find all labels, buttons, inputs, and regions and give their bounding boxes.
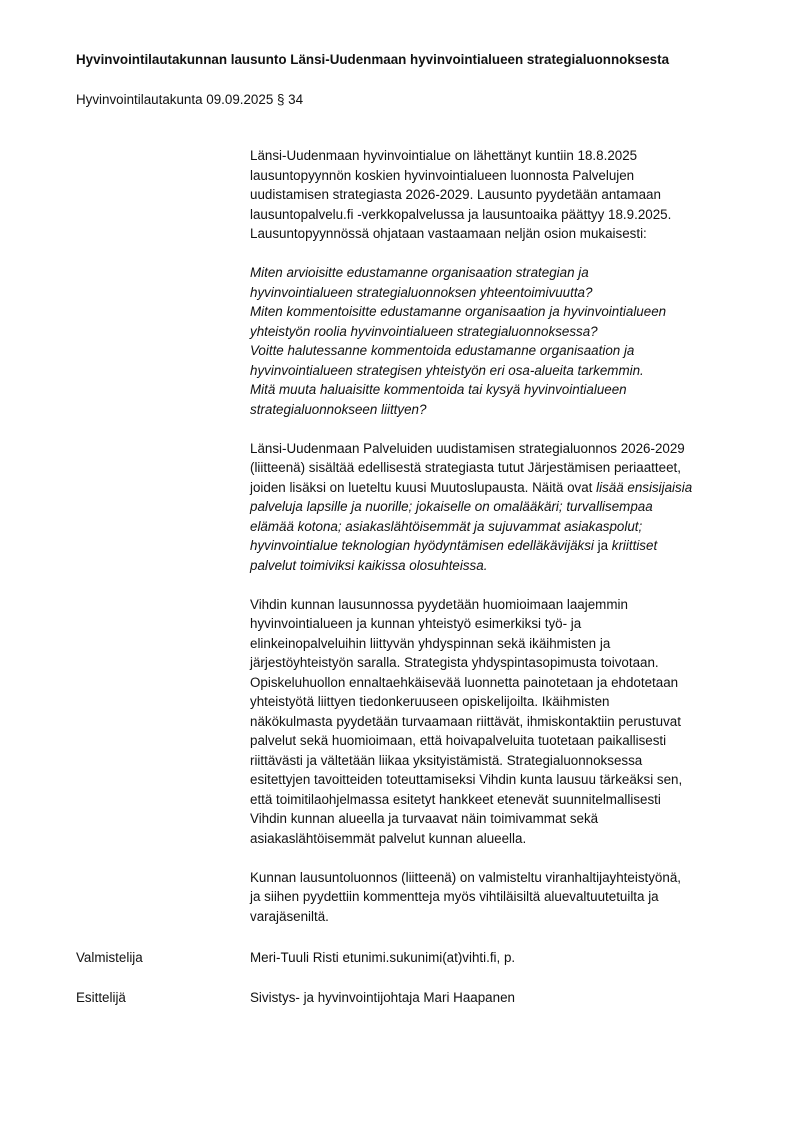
paragraph-draft-note [250, 868, 750, 927]
italic-segment: lisää ensisijaisia [596, 479, 693, 495]
body-text [250, 146, 750, 926]
question-line: hyvinvointialueen strategialuonnoksen yhteentoimivuutta? [250, 284, 593, 300]
text-line: näkökulmasta pyydetään turvaamaan riittävät, ihmiskontaktiin perustuvat [250, 713, 681, 729]
text-line: Lausuntopyynnössä ohjataan vastaamaan neljän osion mukaisesti: [250, 226, 647, 241]
question-line: Voitte halutessanne kommentoida edustamanne organisaation ja [250, 343, 635, 358]
text-line: Kunnan lausuntoluonnos (liitteenä) on valmisteltu viranhaltijayhteistyönä, [250, 869, 681, 885]
text-line [250, 536, 750, 556]
text-line: järjestöyhteistyön saralla. Strategista yhdyspintasopimusta toivotaan. [250, 655, 659, 670]
paragraph-vihti-statement [250, 595, 750, 849]
text-line: elinkeinopalveluihin liittyvän yhdyspinnan sekä ikäihmisten ja [250, 635, 611, 651]
text-line: Vihdin kunnan alueella ja turvaavat näin toimivammat sekä [250, 811, 599, 826]
text-line [250, 478, 750, 498]
text-segment: joiden lisäksi on lueteltu kuusi Muutoslupausta. Näitä ovat [250, 479, 597, 495]
meeting-meta: Hyvinvointilautakunta 09.09.2025 § 34 [76, 92, 304, 107]
question-line: Miten kommentoisitte edustamanne organisaation ja hyvinvointialueen [250, 304, 667, 319]
text-line: hyvinvointialueen ja kunnan yhteistyö esimerkiksi työ- ja [250, 616, 582, 631]
text-line: että toimitilaohjelmassa esitetyt hankkeet etenevät suunnitelmallisesti [250, 791, 661, 807]
paragraph-strategy [250, 439, 750, 576]
question-line: yhteistyön roolia hyvinvointialueen strategialuonnoksessa? [250, 323, 598, 339]
presenter-label: Esittelijä [76, 990, 126, 1005]
preparer-label: Valmistelija [76, 950, 143, 965]
text-line: lausuntopalvelu.fi -verkkopalvelussa ja lausuntoaika päättyy 18.9.2025. [250, 206, 672, 222]
question-line: Mitä muuta haluaisitte kommentoida tai kysyä hyvinvointialueen [250, 382, 627, 397]
document-title: Hyvinvointilautakunnan lausunto Länsi-Uudenmaan hyvinvointialueen strategialuonnoksesta [76, 52, 670, 67]
text-line: ja siihen pyydettiin kommentteja myös vihtiläisiltä aluevaltuutetuilta ja [250, 889, 659, 904]
question-line: Miten arvioisitte edustamanne organisaation strategian ja [250, 265, 589, 280]
question-line: strategialuonnokseen liittyen? [250, 401, 427, 417]
text-line: Opiskeluhuollon ennaltaehkäisevää luonnetta painotetaan ja ehdotetaan [250, 674, 679, 690]
text-line: lausuntopyynnön koskien hyvinvointialueen luonnosta Palvelujen [250, 167, 635, 183]
italic-segment: kriittiset [611, 538, 658, 553]
presenter-value: Sivistys- ja hyvinvointijohtaja Mari Haapanen [250, 990, 515, 1005]
preparer-value: Meri-Tuuli Risti etunimi.sukunimi(at)vihti.fi, p. [250, 950, 516, 965]
text-line: palvelut sekä huomioimaan, että hoivapalveluita tuotetaan paikallisesti [250, 733, 667, 748]
text-line: Vihdin kunnan lausunnossa pyydetään huomioimaan laajemmin [250, 596, 628, 612]
text-line: palvelut toimiviksi kaikissa olosuhteissa. [250, 557, 488, 573]
text-line: palveluja lapsille ja nuorille; jokaiselle on omalääkäri; turvallisempaa [250, 499, 653, 514]
italic-segment: hyvinvointialue teknologian hyödyntämisen edelläkävijäksi [250, 538, 594, 553]
text-line: varajäseniltä. [250, 908, 329, 924]
paragraph-intro [250, 146, 750, 244]
text-line: yhteistyötä liittyen tiedonkeruuseen opiskelijoilta. Ikäihmisten [250, 694, 610, 709]
text-line: (liitteenä) sisältää edellisestä strategiasta tutut Järjestämisen periaatteet, [250, 460, 681, 475]
text-line: riittävästi ja vältetään liikaa yksityistämistä. Strategialuonnoksessa [250, 752, 643, 768]
question-line: hyvinvointialueen strategisen yhteistyön eri osa-alueita tarkemmin. [250, 362, 644, 378]
paragraph-questions [250, 263, 750, 419]
text-line: uudistamisen strategiasta 2026-2029. Lausunto pyydetään antamaan [250, 187, 661, 202]
text-line: Länsi-Uudenmaan Palveluiden uudistamisen strategialuonnos 2026-2029 [250, 440, 685, 456]
text-line: elämää kotona; asiakaslähtöisemmät ja sujuvammat asiakaspolut; [250, 518, 643, 534]
text-segment: ja [593, 538, 612, 553]
text-line: esitettyjen tavoitteiden toteuttamiseksi Vihdin kunta lausuu tärkeäksi sen, [250, 772, 683, 787]
text-line: Länsi-Uudenmaan hyvinvointialue on lähettänyt kuntiin 18.8.2025 [250, 148, 638, 163]
text-line: asiakaslähtöisemmät palvelut kunnan alueella. [250, 830, 527, 846]
